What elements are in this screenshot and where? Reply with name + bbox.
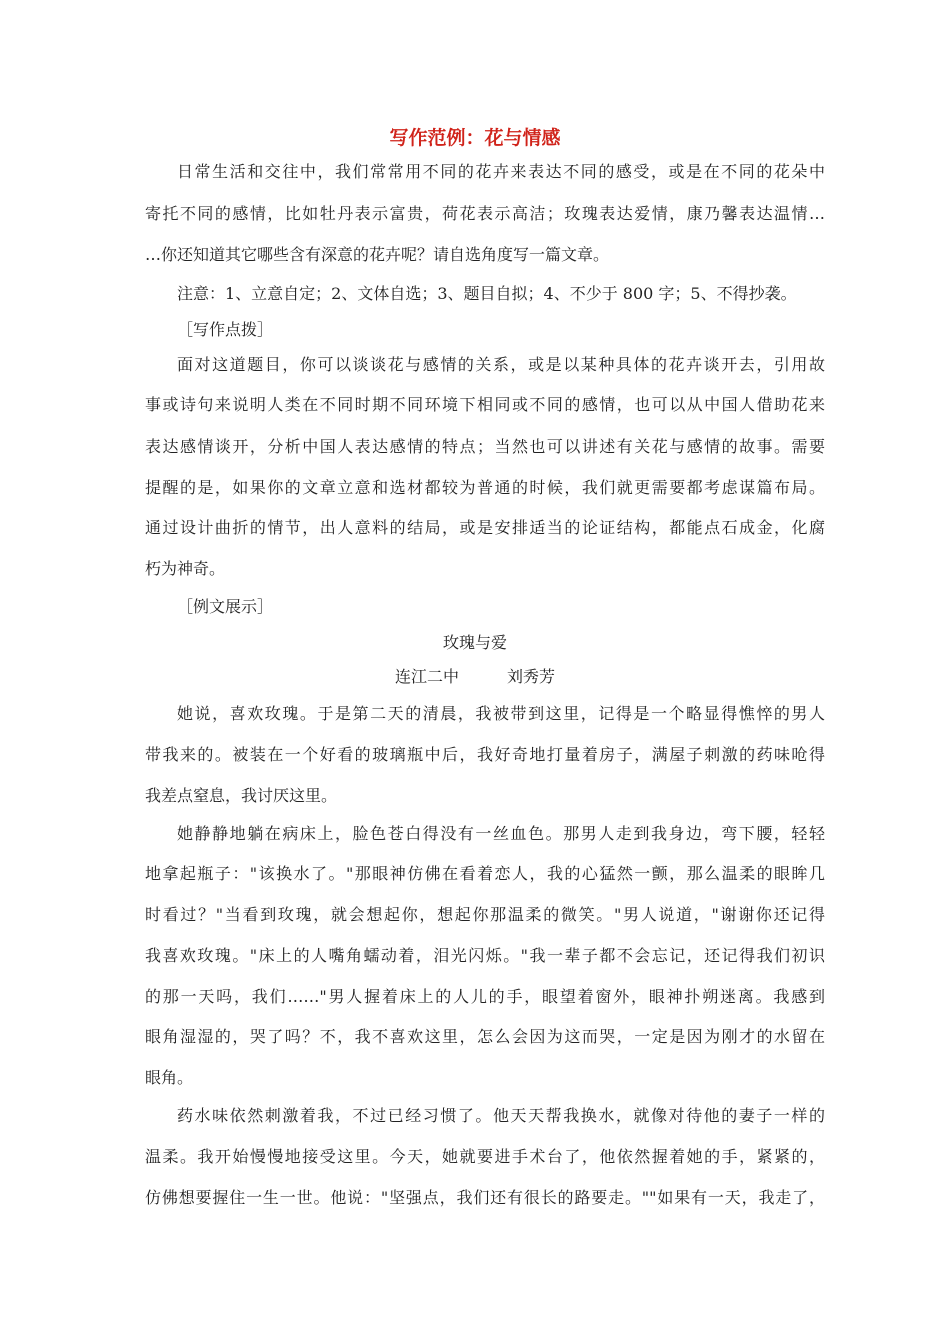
text-line: 她说，喜欢玫瑰。于是第二天的清晨，我被带到这里，记得是一个略显得憔悴的男人	[177, 704, 825, 723]
essay-title: 玫瑰与爱	[442, 633, 507, 652]
text-line: 地拿起瓶子："该换水了。"那眼神仿佛在看着恋人，我的心猛然一颤，那么温柔的眼眸几	[145, 864, 825, 883]
text-line: 眼角湿湿的，哭了吗？不，我不喜欢这里，怎么会因为这而哭，一定是因为刚才的水留在	[145, 1027, 825, 1046]
text-line: 温柔。我开始慢慢地接受这里。今天，她就要进手术台了，他依然握着她的手，紧紧的，	[145, 1147, 825, 1166]
section-heading: ［写作点拨］	[177, 320, 274, 339]
text-line: 时看过？"当看到玫瑰，就会想起你，想起你那温柔的微笑。"男人说道，"谢谢你还记得	[145, 905, 825, 924]
text-line: 日常生活和交往中，我们常常用不同的花卉来表达不同的感受，或是在不同的花朵中	[177, 162, 825, 181]
text-line: 我喜欢玫瑰。"床上的人嘴角蠕动着，泪光闪烁。"我一辈子都不会忘记，还记得我们初识	[145, 946, 825, 965]
text-line: 药水味依然刺激着我，不过已经习惯了。他天天帮我换水，就像对待他的妻子一样的	[177, 1106, 825, 1125]
text-line: 的那一天吗，我们……"男人握着床上的人儿的手，眼望着窗外，眼神扑朔迷离。我感到	[145, 987, 825, 1006]
text-line: 带我来的。被装在一个好看的玻璃瓶中后，我好奇地打量着房子，满屋子刺激的药味呛得	[145, 745, 825, 764]
text-line: 她静静地躺在病床上，脸色苍白得没有一丝血色。那男人走到我身边，弯下腰，轻轻	[177, 824, 825, 843]
text-line: …你还知道其它哪些含有深意的花卉呢？请自选角度写一篇文章。	[145, 245, 610, 264]
text-line: 事或诗句来说明人类在不同时期不同环境下相同或不同的感情，也可以从中国人借助花来	[145, 395, 825, 414]
text-line: 通过设计曲折的情节，出人意料的结局，或是安排适当的论证结构，都能点石成金，化腐	[145, 518, 825, 537]
section-heading: ［例文展示］	[177, 597, 274, 616]
page-title: 写作范例：花与情感	[389, 127, 561, 149]
text-line: 寄托不同的感情，比如牡丹表示富贵，荷花表示高洁；玫瑰表达爱情，康乃馨表达温情…	[145, 204, 825, 223]
text-line: 提醒的是，如果你的文章立意和选材都较为普通的时候，我们就更需要都考虑谋篇布局。	[145, 478, 825, 497]
text-line: 注意：1、立意自定；2、文体自选；3、题目自拟；4、不少于 800 字；5、不得抄袭。	[177, 284, 797, 303]
text-line: 我差点窒息，我讨厌这里。	[145, 786, 338, 805]
text-line: 表达感情谈开，分析中国人表达感情的特点；当然也可以讲述有关花与感情的故事。需要	[145, 437, 825, 456]
essay-author: 连江二中 刘秀芳	[394, 667, 555, 686]
text-line: 仿佛想要握住一生一世。他说："坚强点，我们还有很长的路要走。""如果有一天，我走了，	[145, 1188, 825, 1207]
text-line: 眼角。	[145, 1068, 194, 1087]
text-line: 朽为神奇。	[145, 559, 226, 578]
text-line: 面对这道题目，你可以谈谈花与感情的关系，或是以某种具体的花卉谈开去，引用故	[177, 355, 825, 374]
